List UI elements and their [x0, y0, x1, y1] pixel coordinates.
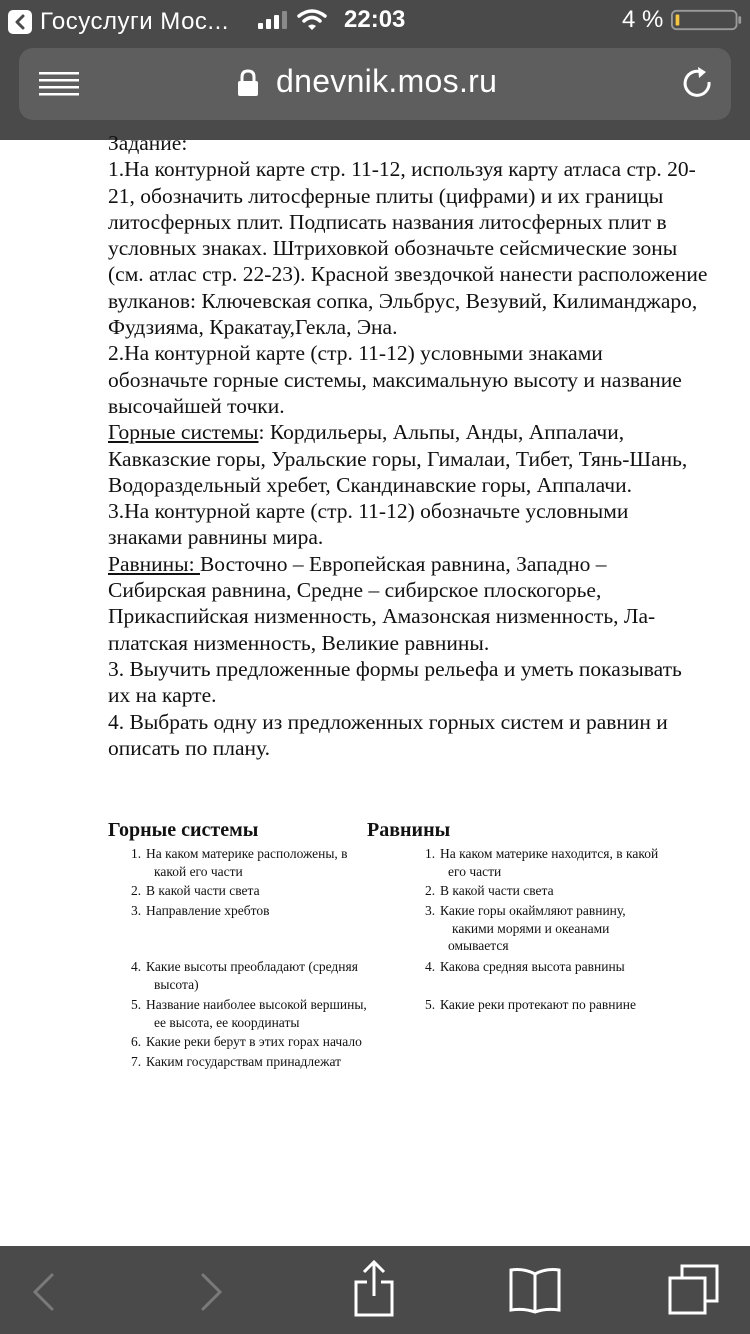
assignment-text	[108, 130, 708, 761]
mountains-label: Горные системы	[108, 420, 259, 445]
task-4: 4. Выбрать одну из предложенных горных систем и равнин и описать по плану.	[108, 709, 668, 760]
back-arrow-icon[interactable]	[30, 1272, 56, 1312]
browser-chrome	[0, 0, 750, 140]
list-item: 2. В какой части света	[425, 883, 554, 898]
list-item: 3. Направление хребтов	[131, 903, 270, 918]
plains-paragraph	[108, 551, 708, 656]
reader-menu-icon[interactable]	[39, 72, 81, 98]
list-item: 7. Каким государствам принадлежат	[131, 1054, 342, 1069]
battery-percent: 4 %	[622, 6, 664, 33]
task-2: 2.На контурной карте (стр. 11-12) условными знаками обозначьте горные системы, максимальную высоту и название высочайшей точки.	[108, 341, 682, 418]
browser-toolbar	[0, 1246, 750, 1334]
list-item: 4. Какова средняя высота равнины	[425, 959, 625, 974]
plains-plan-list	[425, 845, 715, 1025]
forward-arrow-icon[interactable]	[199, 1272, 225, 1312]
back-to-app-button[interactable]	[8, 8, 229, 36]
task-1: 1.На контурной карте стр. 11-12, используя карту атласа стр. 20-21, обозначить литосферные плиты (цифрами) и их границы литосферных плит. Подписать названия литосферных плит в условных знаках. Штриховкой обозначьте сейсмические зоны (см. атлас стр. 22-23). Красной звездочкой нанести расположение вулканов: Ключевская сопка, Эльбрус, Везувий, Килиманджаро, Фудзияма, Кракатау,Гекла, Эна.	[108, 157, 708, 340]
url-text[interactable]: dnevnik.mos.ru	[276, 63, 498, 99]
assignment-heading: Задание:	[108, 131, 188, 155]
list-item: 1. На каком материке находится, в какой его части	[425, 846, 659, 879]
cellular-signal-icon	[258, 11, 287, 29]
share-icon[interactable]	[353, 1260, 395, 1318]
list-item: 4. Какие высоты преобладают (средняя высота)	[131, 959, 358, 992]
plains-label: Равнины:	[108, 551, 200, 576]
bookmarks-icon[interactable]	[508, 1266, 562, 1314]
task-3b: 3. Выучить предложенные формы рельефа и уметь показывать их на карте.	[108, 656, 682, 708]
list-item: 5. Название наиболее высокой вершины, ее высота, ее координаты	[131, 997, 367, 1030]
mountains-plan-title: Горные системы	[108, 819, 259, 841]
task-3: 3.На контурной карте (стр. 11-12) обозначьте условными знаками равнины мира.	[108, 499, 629, 550]
tabs-icon[interactable]	[668, 1264, 720, 1316]
mountains-paragraph	[108, 419, 708, 498]
mountains-plan-list	[131, 845, 406, 1075]
list-item: 1. На каком материке расположены, в какой его части	[131, 846, 348, 879]
plains-list: Восточно – Европейская равнина, Западно – Сибирская равнина, Средне – сибирское плоскогорье, Прикаспийская низменность, Амазонская низменность, Ла-платская низменность, Великие равнины.	[108, 551, 656, 655]
address-bar[interactable]	[19, 48, 731, 120]
lock-icon	[237, 69, 259, 97]
status-bar	[0, 0, 750, 40]
battery-icon	[671, 9, 743, 31]
chevron-left-icon	[8, 10, 32, 34]
list-item: 3. Какие горы окаймляют равнину, какими морями и океанами омывается	[425, 903, 626, 953]
plan-headers	[108, 819, 451, 842]
reload-icon[interactable]	[681, 66, 715, 102]
back-app-label: Госуслуги Мос...	[40, 8, 229, 35]
wifi-icon	[297, 8, 327, 32]
list-item: 5. Какие реки протекают по равнине	[425, 997, 636, 1012]
list-item: 6. Какие реки берут в этих горах начало	[131, 1034, 362, 1049]
plains-plan-title: Равнины	[367, 819, 451, 841]
list-item: 2. В какой части света	[131, 883, 260, 898]
status-time: 22:03	[344, 6, 406, 33]
mountains-list: : Кордильеры, Альпы, Анды, Аппалачи, Кавказские горы, Уральские горы, Гималаи, Тибет, Тянь-Шань, Водораздельный хребет, Скандинавские горы, Аппалачи.	[108, 420, 688, 497]
